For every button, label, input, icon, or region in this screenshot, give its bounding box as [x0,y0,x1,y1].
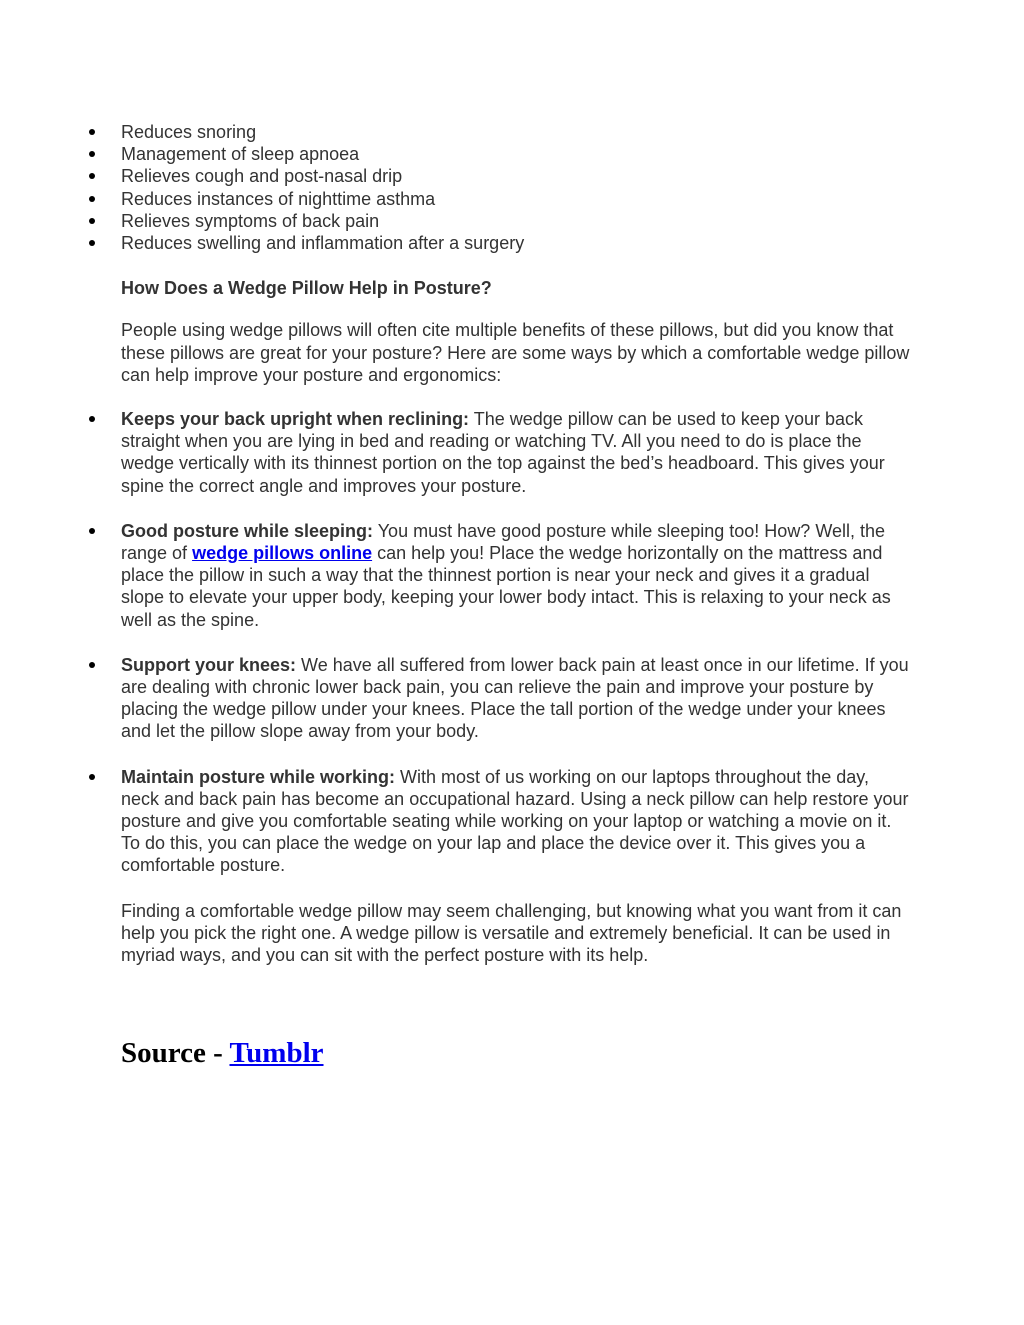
list-item [0,188,1024,210]
source-label: Source - [121,1037,230,1070]
bullet-icon [89,218,95,224]
bullet-icon [89,416,95,422]
feature-item-knees [0,654,911,743]
benefit-text: Relieves cough and post-nasal drip [121,166,403,187]
feature-text: The wedge pillow can be used to keep your back straight when you are lying in bed and reading or watching TV. All you need to do is place the wedge vertically with its thinnest portion on the top against the bed’s headboard. This gives your spine the correct angle and improves your posture. [121,409,885,496]
list-item [0,143,1024,165]
bullet-icon [89,662,95,668]
feature-term: Keeps your back upright when reclining: [121,409,470,430]
bullet-icon [89,151,95,157]
benefit-text: Reduces instances of nighttime asthma [121,188,436,209]
benefit-text: Management of sleep apnoea [121,144,360,165]
list-item [0,121,1024,143]
bullet-icon [89,240,95,246]
feature-text: We have all suffered from lower back pain at least once in our lifetime. If you are dealing with chronic lower back pain, you can relieve the pain and improve your posture by placing the wedge pillow under your knees. Place the tall portion of the wedge under your knees and let the pillow slope away from your body. [121,654,909,742]
feature-term: Good posture while sleeping: [121,520,374,541]
posture-heading: How Does a Wedge Pillow Help in Posture? [121,278,492,299]
posture-features-list [0,408,1024,877]
benefit-text: Reduces snoring [121,122,257,142]
bullet-icon [89,528,95,534]
source-line [121,1036,1024,1070]
tumblr-source-link[interactable]: Tumblr [229,1037,324,1070]
bullet-icon [89,129,95,135]
feature-item-working [0,766,911,877]
benefit-text: Reduces swelling and inflammation after a surgery [121,233,525,254]
list-item [0,210,1024,232]
document-page [0,121,1024,1070]
feature-term: Maintain posture while working: [121,766,396,787]
feature-term: Support your knees: [121,654,297,675]
bullet-icon [89,774,95,780]
feature-item-sleeping [0,520,911,631]
feature-text: can help you! Place the wedge horizontally on the mattress and place the pillow in such a way that the thinnest portion is near your neck and gives it a gradual slope to elevate your upper body, keeping your lower body intact. This is relaxing to your neck as well as the spine. [121,543,891,630]
list-item [0,232,1024,254]
posture-intro-paragraph: People using wedge pillows will often cite multiple benefits of these pillows, but did you know that these pillows are great for your posture? Here are some ways by which a comfortable wedge pillow can help improve your posture and ergonomics: [121,320,910,385]
benefit-text: Relieves symptoms of back pain [121,210,380,231]
feature-item-back-upright [0,408,911,497]
feature-text: You must have good posture while sleeping too! How? Well, the range of [121,520,886,564]
benefits-list [0,121,1024,254]
list-item [0,165,1024,187]
feature-text: With most of us working on our laptops throughout the day, neck and back pain has become an occupational hazard. Using a neck pillow can help restore your posture and give you comfortable seating while working on your laptop or watching a movie on it. To do this, you can place the wedge on your lap and place the device over it. This gives you a comfortable posture. [121,766,909,876]
bullet-icon [89,173,95,179]
wedge-pillows-online-link[interactable]: wedge pillows online [192,543,373,564]
closing-paragraph: Finding a comfortable wedge pillow may seem challenging, but knowing what you want from it can help you pick the right one. A wedge pillow is versatile and extremely beneficial. It can be used in myriad ways, and you can sit with the perfect posture with its help. [121,900,902,966]
bullet-icon [89,196,95,202]
